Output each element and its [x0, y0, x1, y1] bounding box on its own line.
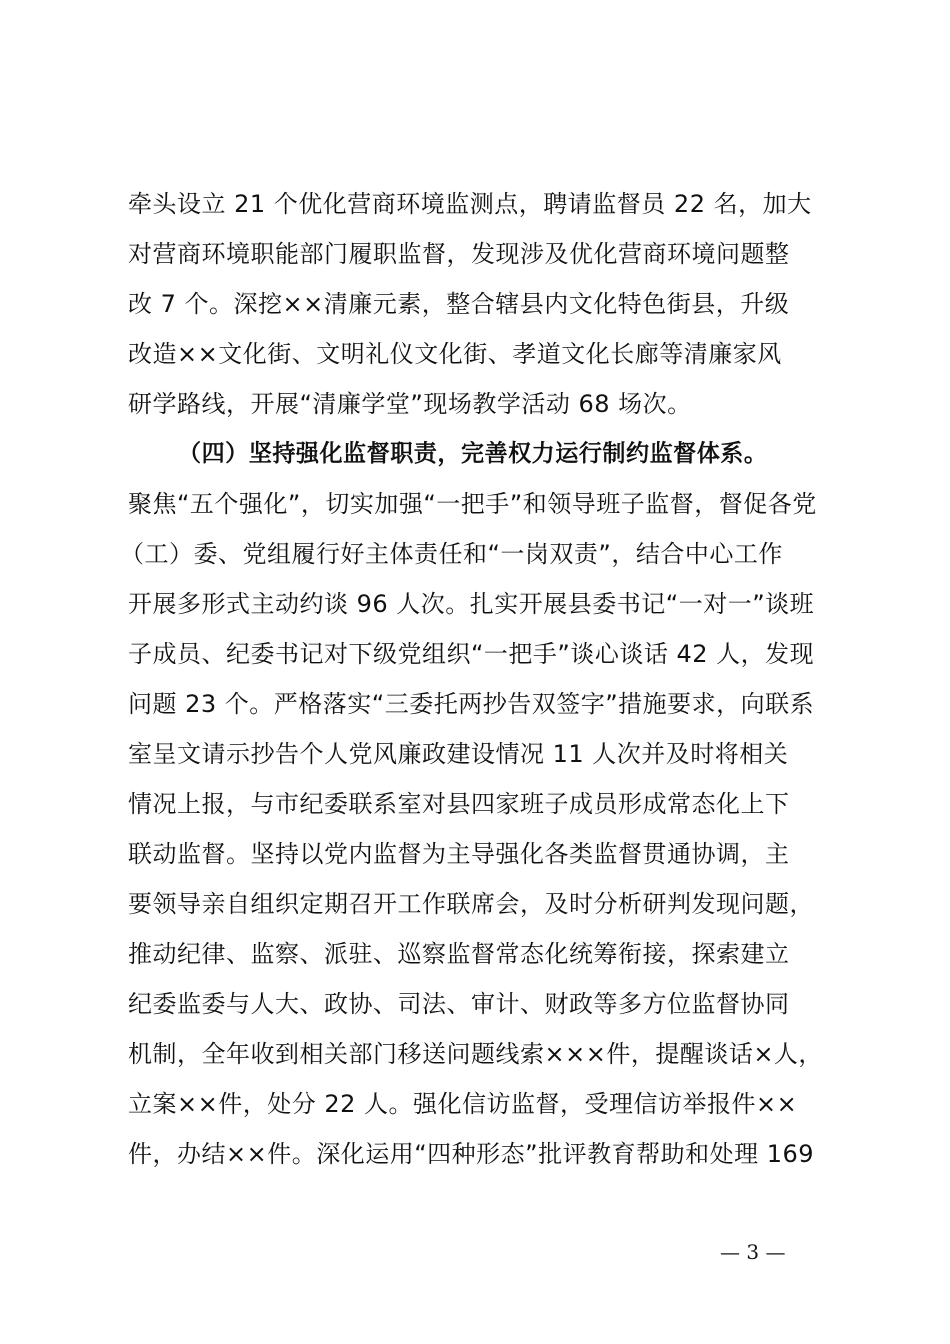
body-line-12: 室呈文请示抄告个人党风廉政建设情况 11 人次并及时将相关	[128, 740, 789, 768]
body-line-4: 改造××文化街、文明礼仪文化街、孝道文化长廊等清廉家风	[128, 340, 782, 368]
body-line-1: 牵头设立 21 个优化营商环境监测点，聘请监督员 22 名，加大	[128, 190, 812, 218]
body-line-11: 问题 23 个。严格落实“三委托两抄告双签字”措施要求，向联系	[128, 690, 815, 718]
body-line-20: 件，办结××件。深化运用“四种形态”批评教育帮助和处理 169	[128, 1140, 815, 1168]
body-line-13: 情况上报，与市纪委联系室对县四家班子成员形成常态化上下	[128, 790, 790, 818]
body-line-15: 要领导亲自组织定期召开工作联席会，及时分析研判发现问题，	[128, 890, 814, 918]
body-line-5: 研学路线，开展“清廉学堂”现场教学活动 68 场次。	[128, 390, 692, 418]
body-line-16: 推动纪律、监察、派驻、巡察监督常态化统筹衔接，探索建立	[128, 940, 790, 968]
body-line-19: 立案××件，处分 22 人。强化信访监督，受理信访举报件××	[128, 1090, 798, 1118]
body-line-2: 对营商环境职能部门履职监督，发现涉及优化营商环境问题整	[128, 240, 790, 268]
body-line-10: 子成员、纪委书记对下级党组织“一把手”谈心谈话 42 人，发现	[128, 640, 815, 668]
body-line-7: 聚焦“五个强化”，切实加强“一把手”和领导班子监督，督促各党	[128, 490, 817, 518]
body-line-9: 开展多形式主动约谈 96 人次。扎实开展县委书记“一对一”谈班	[128, 590, 815, 618]
body-line-17: 纪委监委与人大、政协、司法、审计、财政等多方位监督协同	[128, 990, 790, 1018]
body-line-18: 机制，全年收到相关部门移送问题线索×××件，提醒谈话×人，	[128, 1040, 823, 1068]
page-number: — 3 —	[720, 1240, 786, 1264]
body-line-8: （工）委、党组履行好主体责任和“一岗双责”，结合中心工作	[120, 540, 783, 568]
body-line-14: 联动监督。坚持以党内监督为主导强化各类监督贯通协调，主	[128, 840, 790, 868]
section-heading: （四）坚持强化监督职责，完善权力运行制约监督体系。	[178, 441, 768, 467]
body-line-3: 改 7 个。深挖××清廉元素，整合辖县内文化特色街县，升级	[128, 290, 790, 318]
